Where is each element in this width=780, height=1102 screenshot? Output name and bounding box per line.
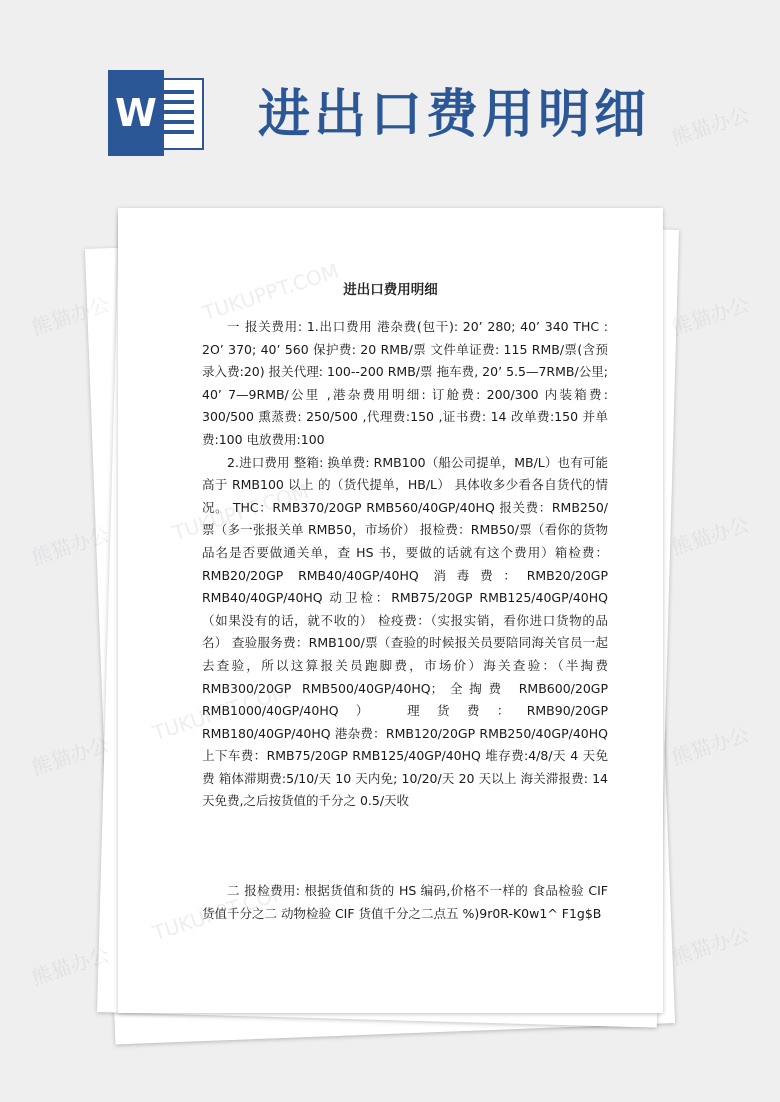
word-logo-letter: W [108,70,164,156]
banner-title: 进出口费用明细 [258,85,651,145]
paragraph-inspection-fees: 二 报检费用: 根据货值和货的 HS 编码,价格不一样的 食品检验 CIF 货值千分之二 动物检验 CIF 货值千分之二点五 %)9r0R-K0w1^ F1g$B [202,883,608,921]
paragraph-import-fees: 2.进口费用 整箱: 换单费: RMB100（船公司提单，MB/L）也有可能高于 RMB100 以上 的（货代提单，HB/L） 具体收多少看各自货代的情况。 THC：RMB370/20GP RMB560/40GP/40HQ 报关费：RMB250/票（多一张报关单 RMB50，市场价） 报检费：RMB50/票（看你的货物品名是否要做通关单，查 HS 书，要做的话就有这个费用）箱检费：RMB20/20GP RMB40/40GP/40HQ 消毒费：RMB20/20GP RMB40/40GP/40HQ 动卫检：RMB75/20GP RMB125/40GP/40HQ（如果没有的话，就不收的） 检疫费：（实报实销，看你进口货物的品名） 查验服务费：RMB100/票（查验的时候报关员要陪同海关官员一起去查验，所以这算报关员跑脚费，市场价）海关查验：（半掏费 RMB300/20GP RMB500/40GP/40HQ；全掏费 RMB600/20GP RMB1000/40GP/40HQ） 理货费：RMB90/20GP RMB180/40GP/40HQ 港杂费：RMB120/20GP RMB250/40GP/40HQ 上下车费：RMB75/20GP RMB125/40GP/40HQ 堆存费:4/8/天 4 天免费 箱体滞期费:5/10/天 10 天内免; 10/20/天 20 天以上 海关滞报费: 14 天免费,之后按货值的千分之 0.5/天收 [202,454,608,809]
watermark-text: 熊猫办公 [668,722,753,770]
word-document-icon [108,70,208,156]
document-body [202,316,608,925]
document-page [118,208,663,1013]
watermark-text: 熊猫办公 [28,942,113,990]
watermark-text: 熊猫办公 [668,512,753,560]
document-title: 进出口费用明细 [343,282,438,298]
watermark-text: 熊猫办公 [28,522,113,570]
watermark-text: 熊猫办公 [28,732,113,780]
paragraph-export-fees: 一 报关费用: 1.出口费用 港杂费(包干): 20’ 280; 40’ 340 THC : 2O’ 370; 40’ 560 保护费: 20 RMB/票 文件单证费: 115 RMB/票(含预录入费:20) 报关代理: 100--200 RMB/票 拖车费, 20’ 5.5—7RMB/公里; 40’ 7—9RMB/公里 ,港杂费用明细: 订舱费: 200/300 内装箱费: 300/500 熏蒸费: 250/500 ,代理费:150 ,证书费: 14 改单费:150 并单费:100 电放费用:100 [202,319,608,447]
watermark-text: 熊猫办公 [668,292,753,340]
watermark-text: 熊猫办公 [28,292,113,340]
watermark-text: 熊猫办公 [668,922,753,970]
watermark-text: 熊猫办公 [668,102,753,150]
banner [0,0,780,200]
